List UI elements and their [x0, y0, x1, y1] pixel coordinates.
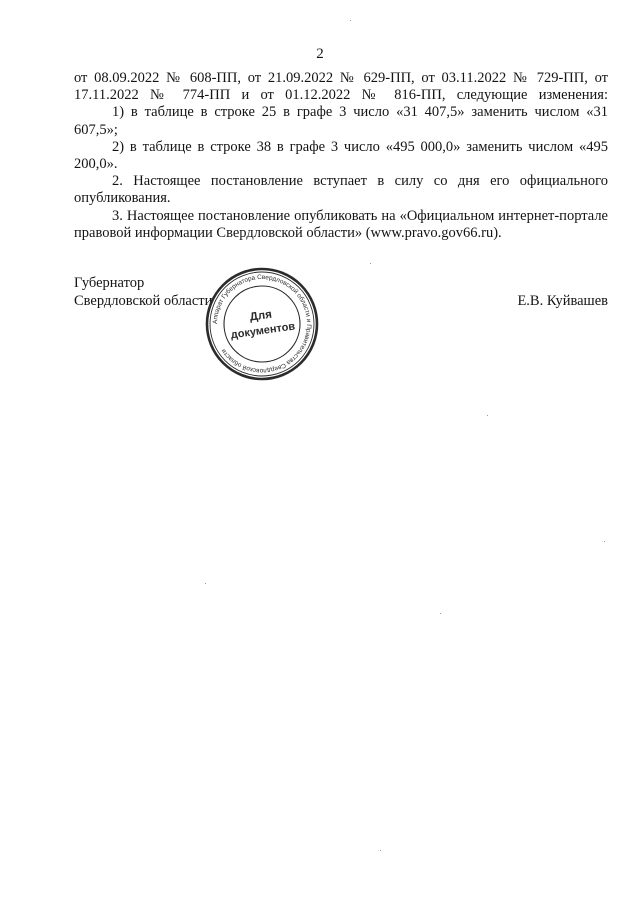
stamp-center-text-line1: Для	[249, 308, 273, 324]
signatory-position-region: Свердловской области	[74, 293, 213, 309]
page-number: 2	[316, 46, 324, 62]
scan-artifact	[370, 263, 371, 264]
stamp-ring-text: Аппарат Губернатора Свердловской области и Правительства Свердловской области	[211, 273, 313, 375]
scan-artifact	[350, 20, 351, 21]
scan-artifact	[205, 583, 206, 584]
scan-artifact	[440, 613, 441, 614]
signatory-position-title: Губернатор	[74, 275, 145, 291]
effective-date-clause: 2. Настоящее постановление вступает в силу со дня его официального опубликования.	[74, 173, 608, 207]
stamp-center-text-line2: документов	[230, 320, 296, 342]
amendment-intro-paragraph: от 08.09.2022 № 608-ПП, от 21.09.2022 № 629-ПП, от 03.11.2022 № 729-ПП, от 17.11.2022 № 774-ПП и от 01.12.2022 № 816-ПП, следующие изменения:	[74, 70, 608, 104]
scan-artifact	[380, 850, 381, 851]
signatory-name: Е.В. Куйвашев	[517, 293, 608, 309]
scan-artifact	[604, 541, 605, 542]
document-body	[74, 70, 608, 242]
publication-clause: 3. Настоящее постановление опубликовать на «Официальном интернет-портале правовой информации Свердловской области» (www.pravo.gov66.ru).	[74, 207, 608, 241]
signature-block	[74, 274, 608, 310]
amendment-item-1: 1) в таблице в строке 25 в графе 3 число «31 407,5» заменить числом «31 607,5»;	[74, 104, 608, 138]
amendment-item-2: 2) в таблице в строке 38 в графе 3 число «495 000,0» заменить числом «495 200,0».	[74, 138, 608, 173]
scan-artifact	[487, 415, 488, 416]
stamp-inner-ring	[210, 272, 314, 376]
official-stamp	[204, 266, 320, 382]
